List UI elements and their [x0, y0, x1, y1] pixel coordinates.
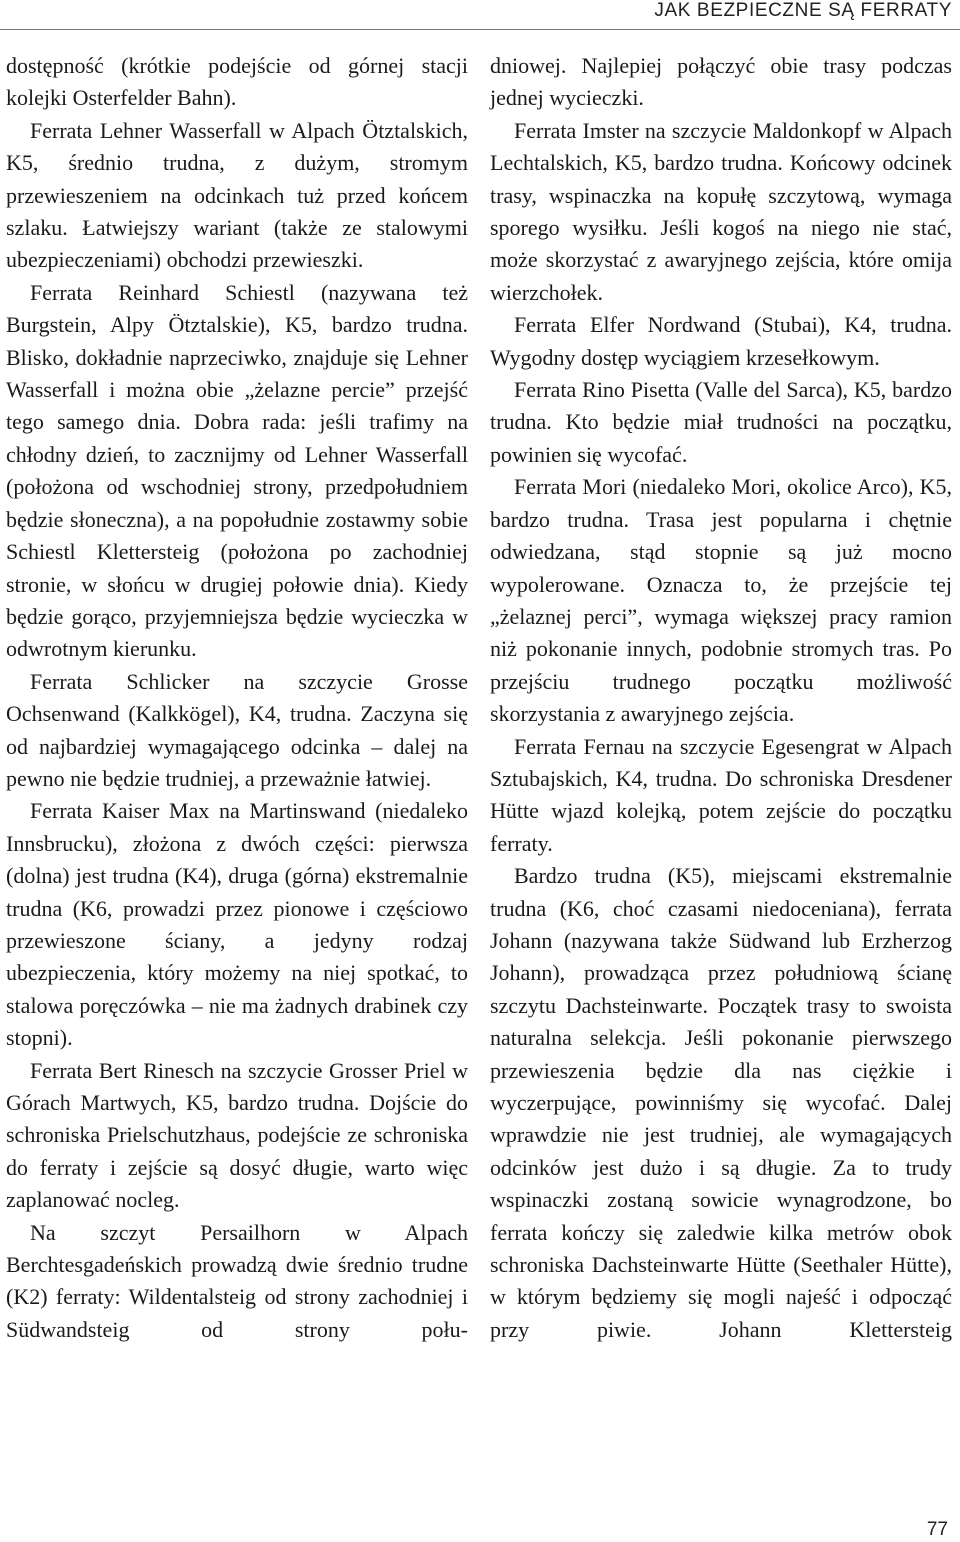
left-column — [6, 50, 468, 1346]
paragraph: Ferrata Fernau na szczycie Egesengrat w Alpach Sztubajskich, K4, trudna. Do schroniska Dresdener Hütte wjazd kolejką, potem zejście do początku ferraty. — [490, 733, 952, 856]
paragraph: Ferrata Mori (niedaleko Mori, okolice Arco), K5, bardzo trudna. Trasa jest popularna i chętnie odwiedzana, stąd stopnie są już mocno wypolerowane. Oznacza to, że przejście tej „żelaznej perci”, wymaga większej pracy ramion niż pokonanie innych, podobnie stromych tras. Po przejściu trudnego początku możliwość skorzystania z awaryjnego zejścia. — [490, 474, 952, 727]
paragraph: Ferrata Kaiser Max na Martinswand (niedaleko Innsbrucku), złożona z dwóch części: pierwsza (dolna) jest trudna (K4), druga (górna) ekstremalnie trudna (K6, prowadzi przez pionowe i częściowo przewieszone ściany, a jedyny rodzaj ubezpieczenia, który możemy na niej spotkać, to stalowa poręczówka – nie ma żadnych drabinek czy stopni). — [6, 798, 468, 1051]
header-rule — [0, 29, 960, 30]
page-number: 77 — [926, 1519, 948, 1540]
paragraph: dniowej. Najlepiej połączyć obie trasy podczas jednej wycieczki. — [490, 53, 952, 111]
paragraph: Ferrata Elfer Nordwand (Stubai), K4, trudna. Wygodny dostęp wyciągiem krzesełkowym. — [490, 312, 952, 370]
paragraph: Ferrata Imster na szczycie Maldonkopf w Alpach Lechtalskich, K5, bardzo trudna. Końcowy odcinek trasy, wspinaczka na kopułę szczytową, wymaga sporego wysiłku. Jeśli kogoś na niego nie stać, może skorzystać z awaryjnego zejścia, które omija wierzchołek. — [490, 117, 952, 305]
paragraph: Ferrata Reinhard Schiestl (nazywana też Burgstein, Alpy Ötztalskie), K5, bardzo trudna. Blisko, dokładnie naprzeciwko, znajduje się Lehner Wasserfall i można obie „żelazne percie” przejść tego samego dnia. Dobra rada: jeśli trafimy na chłodny dzień, to zacznijmy od Lehner Wasserfall (położona od wschodniej strony, przedpołudniem będzie słoneczna), a na popołudnie zostawmy sobie Schiestl Klettersteig (położona po zachodniej stronie, w słońcu w drugiej połowie dnia). Kiedy będzie gorąco, przyjemniejsza będzie wycieczka w odwrotnym kierunku. — [6, 279, 468, 662]
right-column — [490, 50, 952, 1346]
paragraph: Ferrata Lehner Wasserfall w Alpach Ötztalskich, K5, średnio trudna, z dużym, stromym przewieszeniem na odcinkach tuż przed końcem szlaku. Łatwiejszy wariant (także ze stalowymi ubezpieczeniami) obchodzi przewieszki. — [6, 117, 468, 273]
paragraph: Bardzo trudna (K5), miejscami ekstremalnie trudna (K6, choć czasami niedoceniana), ferrata Johann (nazywana także Südwand lub Erzherzog Johann), prowadząca przez południową ścianę szczytu Dachsteinwarte. Początek trasy to swoista naturalna selekcja. Jeśli pokonanie pierwszego przewieszenia będzie dla nas ciężkie i wyczerpujące, powinniśmy się wycofać. Dalej wprawdzie nie jest trudniej, ale wymagających odcinków jest dużo i są długie. Za to trudy wspinaczki zostaną sowicie wynagrodzone, bo ferrata kończy się zaledwie kilka metrów obok schroniska Dachsteinwarte Hütte (Seethaler Hütte), w którym będziemy się mogli najeść i odpocząć przy piwie. Johann Klettersteig — [490, 863, 952, 1342]
paragraph: Ferrata Schlicker na szczycie Grosse Ochsenwand (Kalkkögel), K4, trudna. Zaczyna się od najbardziej wymagającego odcinka – dalej na pewno nie będzie trudniej, a przeważnie łatwiej. — [6, 668, 468, 791]
paragraph: Na szczyt Persailhorn w Alpach Berchtesgadeńskich prowadzą dwie średnio trudne (K2) ferraty: Wildentalsteig od strony zachodniej i Südwandsteig od strony połu- — [6, 1219, 468, 1342]
paragraph: Ferrata Rino Pisetta (Valle del Sarca), K5, bardzo trudna. Kto będzie miał trudności na początku, powinien się wycofać. — [490, 377, 952, 467]
paragraph: Ferrata Bert Rinesch na szczycie Grosser Priel w Górach Martwych, K5, bardzo trudna. Dojście do schroniska Prielschutzhaus, podejście ze schroniska do ferraty i zejście są dosyć długie, warto więc zaplanować nocleg. — [6, 1057, 468, 1213]
paragraph: dostępność (krótkie podejście od górnej stacji kolejki Osterfelder Bahn). — [6, 53, 468, 111]
running-head: JAK BEZPIECZNE SĄ FERRATY — [654, 0, 952, 21]
